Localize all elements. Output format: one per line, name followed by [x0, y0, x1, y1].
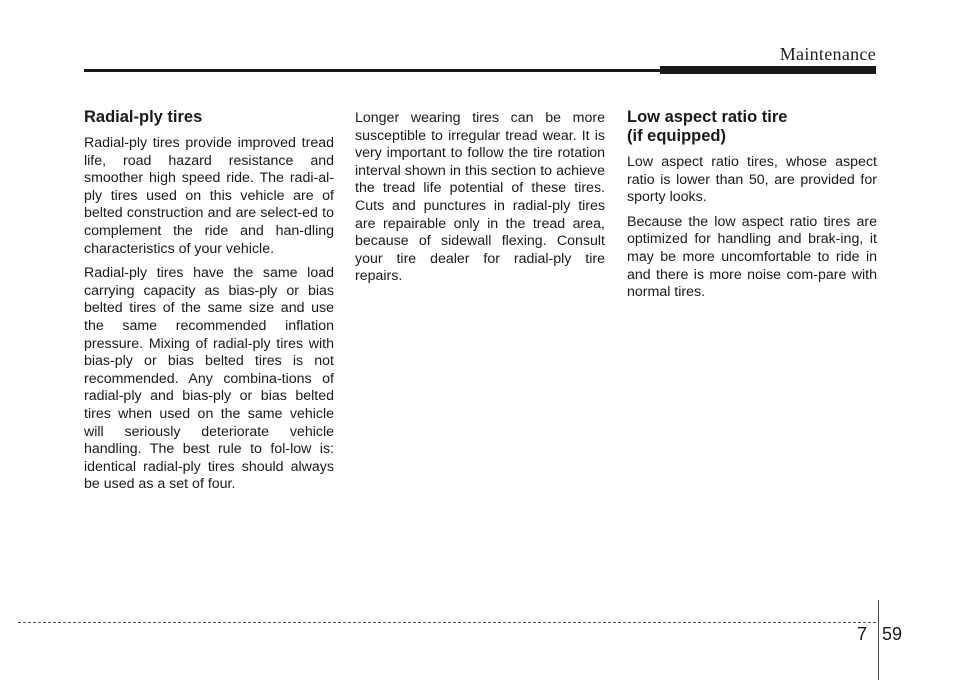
paragraph: Radial-ply tires provide improved tread life, road hazard resistance and smoother high speed ride. The radi-al-ply tires used on this vehicle are of belted construction and are select-ed to complement the ride and han-dling characteristics of your vehicle. [84, 135, 334, 257]
chapter-number: 7 [857, 624, 868, 644]
heading-line: (if equipped) [627, 127, 726, 145]
header-rule [84, 69, 660, 72]
footer-rule [18, 622, 876, 623]
heading-radial-ply-tires: Radial-ply tires [84, 108, 203, 126]
paragraph: Because the low aspect ratio tires are optimized for handling and brak-ing, it may be more uncomfortable to ride in and there is more noise com-pare with normal tires. [627, 213, 877, 301]
heading-line: Low aspect ratio tire [627, 108, 788, 126]
heading-low-aspect-ratio-tire [627, 108, 877, 146]
section-title: Maintenance [779, 44, 876, 64]
header-rule-accent [660, 66, 876, 74]
page-number: 59 [882, 624, 903, 644]
footer-divider [878, 600, 879, 680]
paragraph: Longer wearing tires can be more susceptible to irregular tread wear. It is very important to follow the tire rotation interval shown in this section to achieve the tread life potential of these tires. Cuts and punctures in radial-ply tires are repairable only in the tread area, because of sidewall flexing. Consult your tire dealer for radial-ply tire repairs. [355, 110, 605, 285]
paragraph: Radial-ply tires have the same load carrying capacity as bias-ply or bias belted tires of the same size and use the same recommended inflation pressure. Mixing of radial-ply tires with bias-ply or bias belted tires is not recommended. Any combina-tions of radial-ply and bias-ply or bias belted tires when used on the same vehicle will seriously deteriorate vehicle handling. The best rule to fol-low is: identical radial-ply tires should always be used as a set of four. [84, 265, 334, 493]
text-column-2 [355, 108, 605, 293]
paragraph: Low aspect ratio tires, whose aspect ratio is lower than 50, are provided for sporty looks. [627, 154, 877, 206]
text-column-1 [84, 108, 334, 501]
text-column-3 [627, 108, 877, 309]
